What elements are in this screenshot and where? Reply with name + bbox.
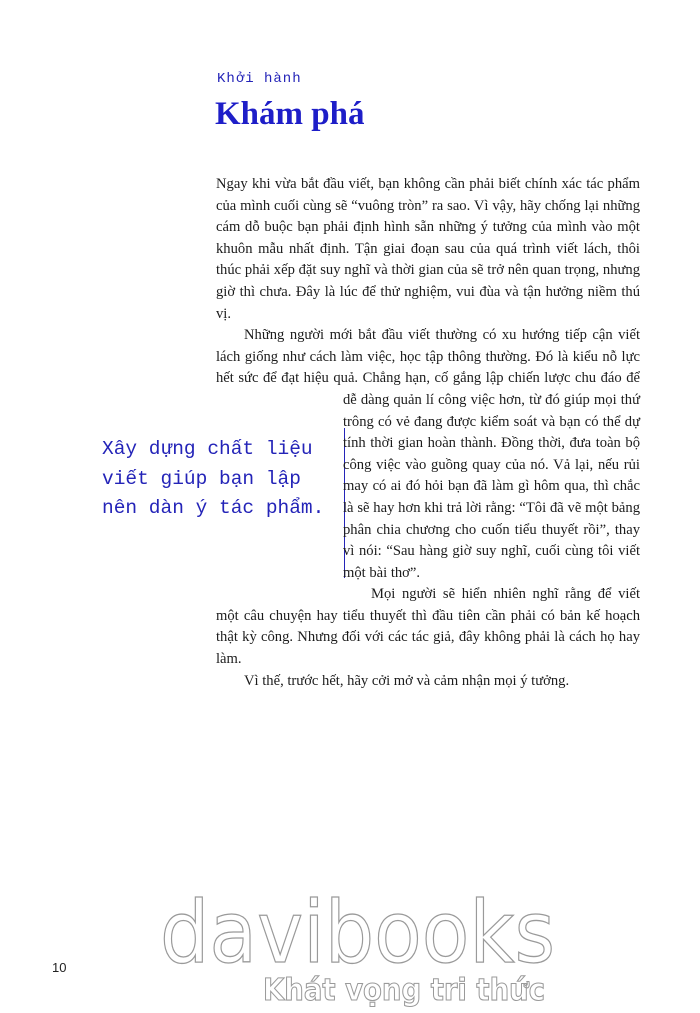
chapter-title: Khám phá [215,96,365,132]
pullquote: Xây dựng chất liệu viết giúp bạn lập nên dàn ý tác phẩm. [102,438,325,519]
body-paragraph-rest: đó giúp mọi thứ trông có vẻ đang được kiểm soát và bạn có thể dự tính thời gian hoàn thành. Đồng thời, đưa toàn bộ công việc vào guồng quay của nó. Vả lại, nếu rủi may có ai đó hỏi bạn đã làm gì hôm qua, thì chắc là sẽ hay hơn khi trả lời rằng: “Tôi đã vẽ một bảng phân chia chương cho cuốn tiểu thuyết rồi”, thay vì nói: “Sau hàng giờ suy nghĩ, cuối cùng tôi viết một bài thơ”. [343,391,641,581]
page-number: 10 [52,960,67,975]
watermark-tagline: Khát vọng tri thức [263,973,545,1008]
body-paragraph: Ngay khi vừa bắt đầu viết, bạn không cần phải biết chính xác tác phẩm của mình cuối cùng sẽ “vuông tròn” ra sao. Vì vậy, hãy chống lại những cám dỗ buộc bạn phải định hình sẵn những ý tưởng của mình vào một khuôn mẫu nhất định. Tận giai đoạn sau của quá trình viết lách, thôi thúc phải xếp đặt suy nghĩ và thời gian của sẽ trở nên quan trọng, nhưng giờ thì chưa. Đây là lúc để thử nghiệm, vui đùa và tận hưởng niềm thú vị. [216,176,640,322]
body-paragraph: Mọi người sẽ hiển nhiên nghĩ rằng để viết một câu chuyện hay tiểu thuyết thì đầu tiên cần phải có bản kế hoạch thật kỳ công. Nhưng đối với các tác giả, đây không phải là cách họ hay làm. [216,586,640,668]
watermark-brand: davibooks [160,883,555,983]
body-paragraph: Vì thế, trước hết, hãy cởi mở và cảm nhận mọi ý tưởng. [244,672,570,689]
chapter-kicker: Khởi hành [217,71,302,87]
body-paragraph-start: Những người mới bắt đầu viết thường có xu hướng tiếp cận viết lách giống như cách làm việc, học tập thông thường. Đó là kiểu nỗ lực hết sức để đạt hiệu quả. Chẳng hạn, cố gắng lập chiến lược chu đáo để dễ dàng quản lí công việc hơn, từ [216,327,640,408]
